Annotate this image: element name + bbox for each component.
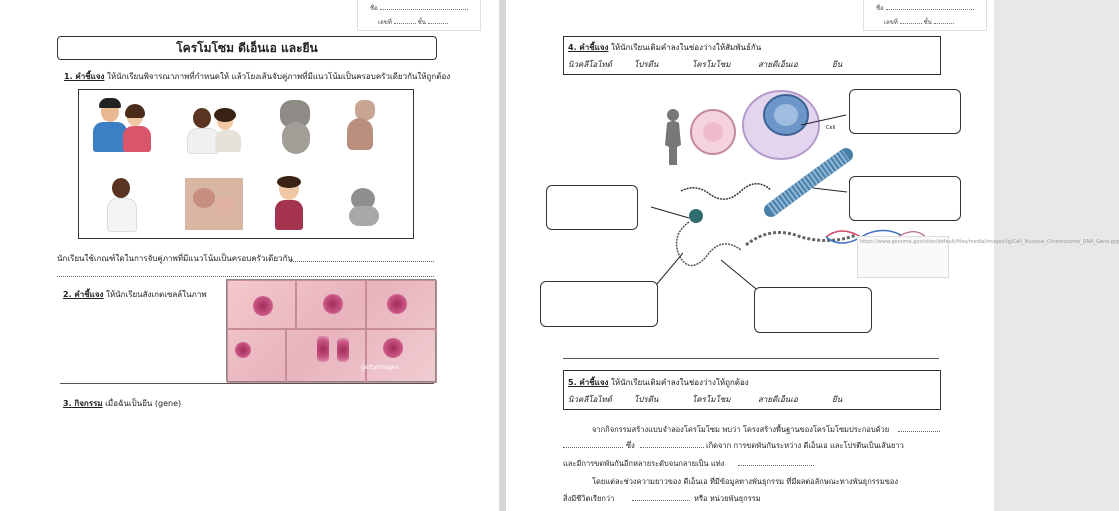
- name-label: ชื่อ: [370, 5, 378, 12]
- blank-2[interactable]: [563, 447, 623, 448]
- word-chromosome: โครโมโซม: [692, 395, 731, 404]
- q4-word-bank-box: [563, 36, 941, 75]
- student-info-box: [863, 0, 987, 31]
- q2-instruction: [63, 288, 207, 301]
- q4-number: 4. คำชี้แจง: [568, 43, 609, 52]
- photo-boy[interactable]: [103, 178, 139, 232]
- photo-asian-couple[interactable]: [87, 96, 159, 154]
- matching-image-grid: [78, 89, 414, 239]
- q5-word-bank-box: [563, 370, 941, 410]
- q5-text: ให้นักเรียนเติมคำลงในช่องว่างให้ถูกต้อง: [608, 378, 749, 387]
- q2-text: ให้นักเรียนสังเกตเซลล์ในภาพ: [103, 290, 207, 299]
- name-label: ชื่อ: [876, 5, 884, 12]
- q5-paragraph-line-3: และมีการขดพันกันอีกหลายระดับจนกลายเป็น แท่ง: [563, 459, 725, 468]
- page-title: โครโมโซม ดีเอ็นเอ และยีน: [57, 36, 437, 60]
- blank-3[interactable]: [640, 447, 704, 448]
- q5-paragraph-line-1: จากกิจกรรมสร้างแบบจำลองโครโมโซม พบว่า โครงสร้างพื้นฐานของโครโมโซมประกอบด้วย: [592, 425, 890, 434]
- q1-followup-question: นักเรียนใช้เกณฑ์ใดในการจับคู่ภาพที่มีแนวโน้มเป็นครอบครัวเดียวกัน: [57, 254, 293, 263]
- diagram-answer-box-1[interactable]: [849, 89, 961, 134]
- arrow-to-nucleosome: [651, 207, 689, 218]
- q3-instruction: [63, 397, 181, 410]
- dna-coil-icon: [681, 184, 771, 199]
- q4-instruction: [568, 41, 761, 54]
- diagram-answer-box-2[interactable]: [849, 176, 961, 221]
- q3-text: เมื่อฉันเป็นยีน (gene): [102, 399, 182, 408]
- word-gene: ยีน: [832, 395, 843, 404]
- word-protein: โปรตีน: [634, 395, 659, 404]
- q3-number: 3. กิจกรรม: [63, 399, 103, 408]
- q2-number: 2. คำชี้แจง: [63, 290, 104, 299]
- q5-number: 5. คำชี้แจง: [568, 378, 609, 387]
- word-nucleotide: นิวคลีโอไทด์: [568, 60, 612, 69]
- class-label: ชั้น: [417, 19, 426, 26]
- worksheet-page-right: [506, 0, 1119, 511]
- photo-sphynx-cat[interactable]: [341, 96, 385, 154]
- q5-paragraph-line-4: โดยแต่ละช่วงความยาวของ ดีเอ็นเอ ที่มีข้อมูลทางพันธุกรรม ที่มีผลต่อลักษณะทางพันธุกรรมของ: [592, 477, 899, 486]
- photo-gray-kitten[interactable]: [341, 186, 385, 230]
- q5-text-which: ซึ่ง: [626, 441, 635, 450]
- section-divider: [563, 358, 939, 359]
- photo-sphynx-kittens[interactable]: [185, 178, 243, 230]
- q1-instruction: [64, 70, 450, 83]
- class-label: ชั้น: [923, 19, 932, 26]
- blank-5[interactable]: [632, 500, 690, 501]
- blank-4[interactable]: [738, 465, 814, 466]
- photo-girl[interactable]: [269, 176, 309, 232]
- q5-paragraph-line-5: สิ่งมีชีวิตเรียกว่า: [563, 494, 615, 503]
- photo-gray-cat[interactable]: [274, 96, 316, 154]
- image-source-tooltip: https://www.genome.gov/sites/default/files/media/images/tg/Cell_Nucleus_Chromosome_DNA_Gene.jpg: [857, 236, 949, 278]
- word-nucleotide: นิวคลีโอไทด์: [568, 395, 612, 404]
- answer-line[interactable]: [290, 261, 434, 262]
- onion-cell-micrograph: [226, 279, 436, 382]
- answer-line[interactable]: [57, 276, 434, 277]
- word-dna-strand: สายดีเอ็นเอ: [758, 395, 798, 404]
- nucleosome-cluster-icon: [689, 209, 703, 223]
- q1-text: ให้นักเรียนพิจารณาภาพที่กำหนดให้ แล้วโยงเส้นจับคู่ภาพที่มีแนวโน้มเป็นครอบครัวเดียวกันให้ถูกต้อง: [104, 72, 451, 81]
- q5-paragraph-line-2: เกิดจาก การขดพันกันระหว่าง ดีเอ็นเอ และโปรตีนเป็นเส้นยาว: [706, 441, 904, 450]
- section-divider: [60, 383, 434, 384]
- q4-text: ให้นักเรียนเติมคำลงในช่องว่างให้สัมพันธ์กัน: [608, 43, 762, 52]
- human-silhouette-icon: [665, 109, 681, 165]
- arrow-to-chromosome: [813, 188, 847, 192]
- photo-mixed-couple[interactable]: [183, 104, 245, 154]
- worksheet-page-left: [0, 0, 499, 511]
- page-gutter: [499, 0, 506, 511]
- word-dna-strand: สายดีเอ็นเอ: [758, 60, 798, 69]
- number-label: เลขที่: [378, 19, 392, 26]
- number-label: เลขที่: [884, 19, 898, 26]
- diagram-answer-box-4[interactable]: [540, 281, 658, 327]
- word-gene: ยีน: [832, 60, 843, 69]
- q1-number: 1. คำชี้แจง: [64, 72, 105, 81]
- q5-paragraph-line-5b: หรือ หน่วยพันธุกรรม: [694, 494, 761, 503]
- photo-watermark: gettyimages: [361, 364, 399, 371]
- word-protein: โปรตีน: [634, 60, 659, 69]
- q5-instruction: [568, 376, 749, 389]
- student-info-box: [357, 0, 481, 31]
- word-chromosome: โครโมโซม: [692, 60, 731, 69]
- diagram-answer-box-3[interactable]: [546, 185, 638, 230]
- blank-1[interactable]: [898, 431, 940, 432]
- diagram-answer-box-5[interactable]: [754, 287, 872, 333]
- cell-label: Cell: [826, 125, 836, 131]
